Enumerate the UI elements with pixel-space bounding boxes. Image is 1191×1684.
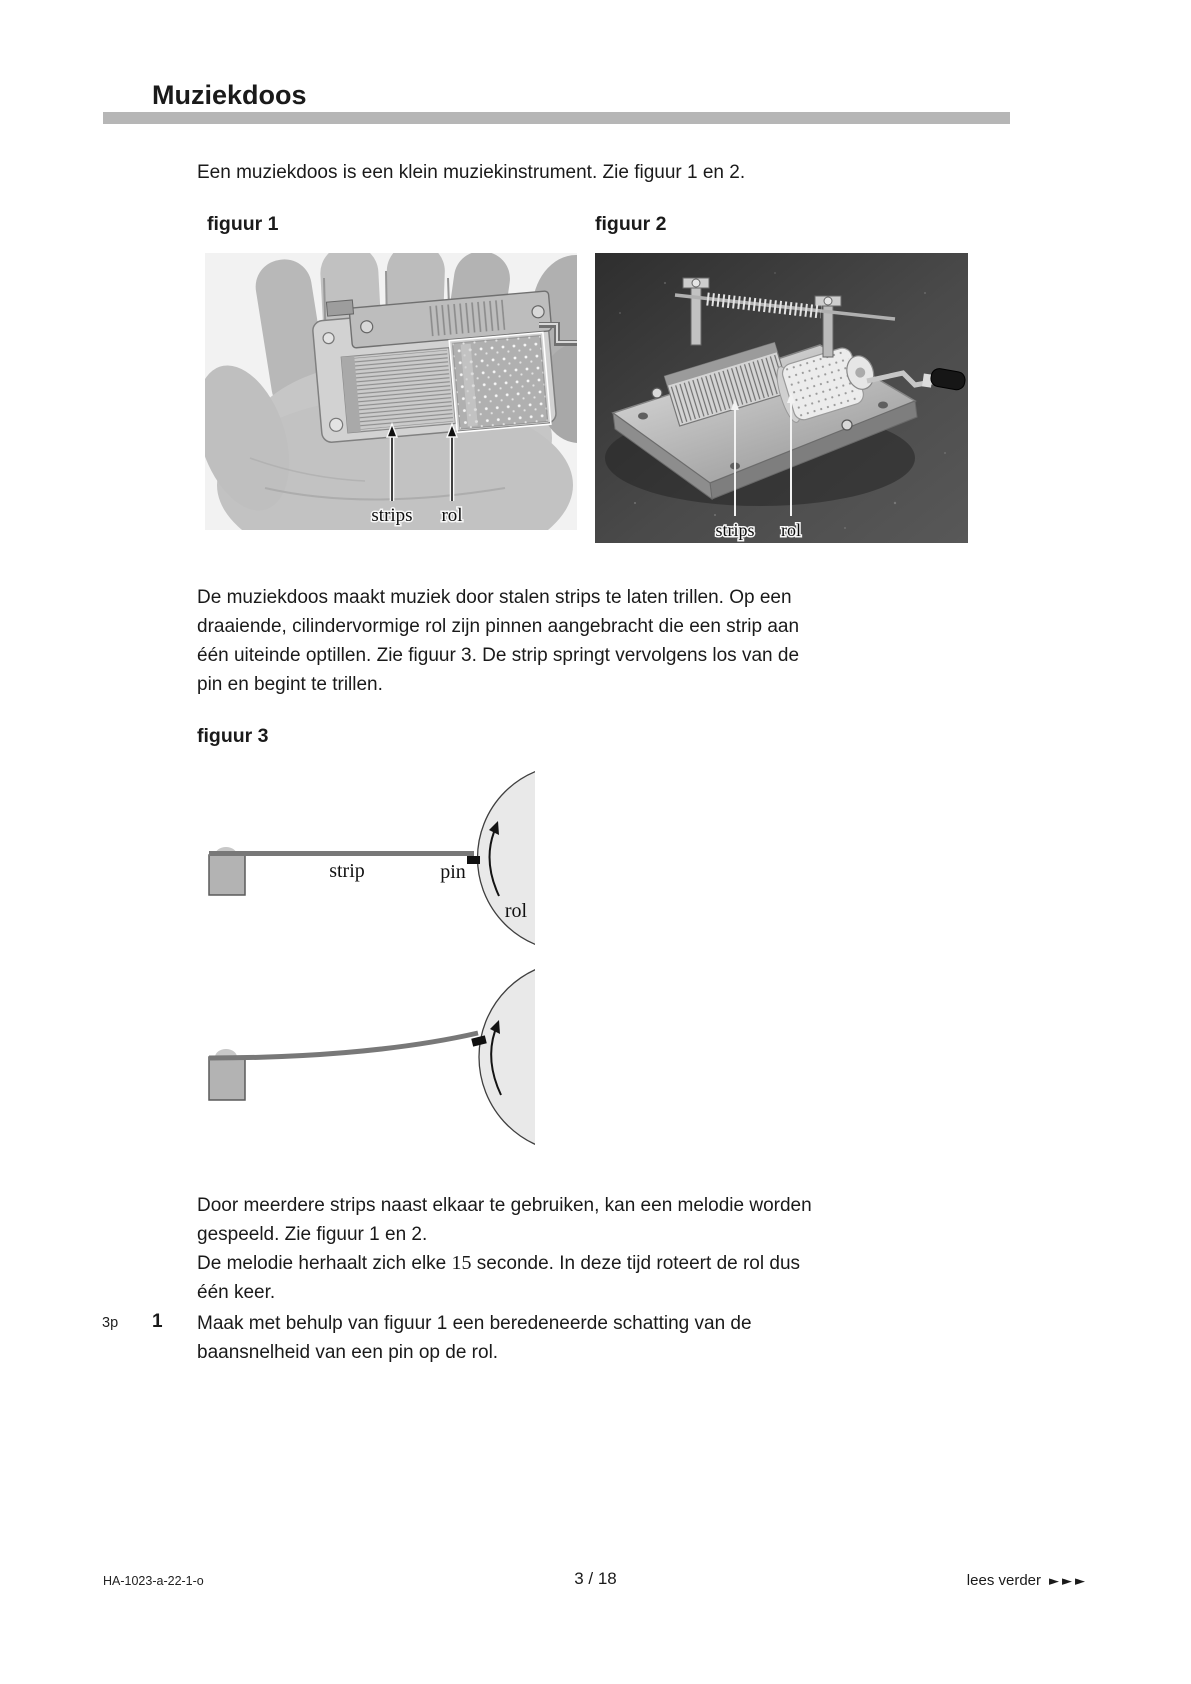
figure1-caption: figuur 1 (207, 213, 279, 235)
text-before-number: De melodie herhaalt zich elke (197, 1253, 452, 1274)
paragraph-line: draaiende, cilindervormige rol zijn pinnen aangebracht die een strip aan (197, 616, 800, 637)
figure3-rol-label: rol (504, 900, 528, 922)
figure1-illustration (205, 253, 577, 530)
paragraph-line-mixed (197, 1249, 812, 1278)
question-line: baansnelheid van een pin op de rol. (197, 1342, 499, 1363)
paragraph-line: één keer. (197, 1282, 276, 1303)
figure1-strips-label: strips (371, 505, 413, 526)
question1-number: 1 (152, 1311, 163, 1332)
seconds-value: 15 (451, 1252, 472, 1274)
strip-bar (209, 851, 474, 856)
figure1-rol-label: rol (441, 505, 463, 526)
document-code: HA-1023-a-22-1-o (103, 1574, 204, 1588)
title-underline-bar (103, 112, 1010, 124)
continue-text: lees verder (966, 1572, 1041, 1589)
clamp-block (209, 1057, 245, 1100)
continue-arrows-icon: ►►► (1049, 1574, 1088, 1589)
figure3-strip-label: strip (329, 860, 365, 882)
figure3-pin-label: pin (440, 861, 466, 883)
paragraph-mechanism (197, 583, 799, 699)
figure2-caption: figuur 2 (595, 213, 667, 235)
figure2-illustration (595, 253, 968, 543)
diagram-strip-on-pin (209, 765, 545, 952)
text-after-number: seconde. In deze tijd roteert de rol dus (471, 1253, 801, 1274)
diagram-strip-lifted (209, 961, 545, 1153)
strip-bar-bent (209, 1033, 478, 1058)
figure1-photo (205, 253, 577, 530)
figure3-diagram (195, 755, 545, 1170)
question-line: Maak met behulp van figuur 1 een beredeneerde schatting van de (197, 1313, 752, 1334)
pin-square (467, 856, 480, 864)
music-box (310, 283, 559, 444)
figure2-strips-label: strips (715, 520, 755, 540)
figure2-rol-label: rol (781, 520, 801, 540)
figure3-illustration (195, 755, 545, 1170)
paragraph-line: één uiteinde optillen. Zie figuur 3. De strip springt vervolgens los van de (197, 645, 800, 666)
question1-text (197, 1309, 752, 1367)
paragraph-line: De muziekdoos maakt muziek door stalen strips te laten trillen. Op een (197, 587, 792, 608)
rol-circle (478, 765, 546, 952)
intro-text: Een muziekdoos is een klein muziekinstrument. Zie figuur 1 en 2. (197, 162, 746, 183)
paragraph-line: Door meerdere strips naast elkaar te gebruiken, kan een melodie worden (197, 1195, 812, 1216)
question1-points: 3p (102, 1315, 119, 1331)
clamp-block (209, 855, 245, 895)
rol-circle (479, 961, 545, 1153)
paragraph-melody (197, 1191, 812, 1307)
figure3-caption: figuur 3 (197, 725, 269, 747)
page-title: Muziekdoos (152, 80, 307, 110)
paragraph-line: pin en begint te trillen. (197, 674, 383, 695)
figure2-photo (595, 253, 968, 543)
spindle (326, 300, 353, 316)
paragraph-line: gespeeld. Zie figuur 1 en 2. (197, 1224, 428, 1245)
continue-indicator (967, 1572, 1088, 1589)
page-number: 3 / 18 (574, 1569, 617, 1588)
